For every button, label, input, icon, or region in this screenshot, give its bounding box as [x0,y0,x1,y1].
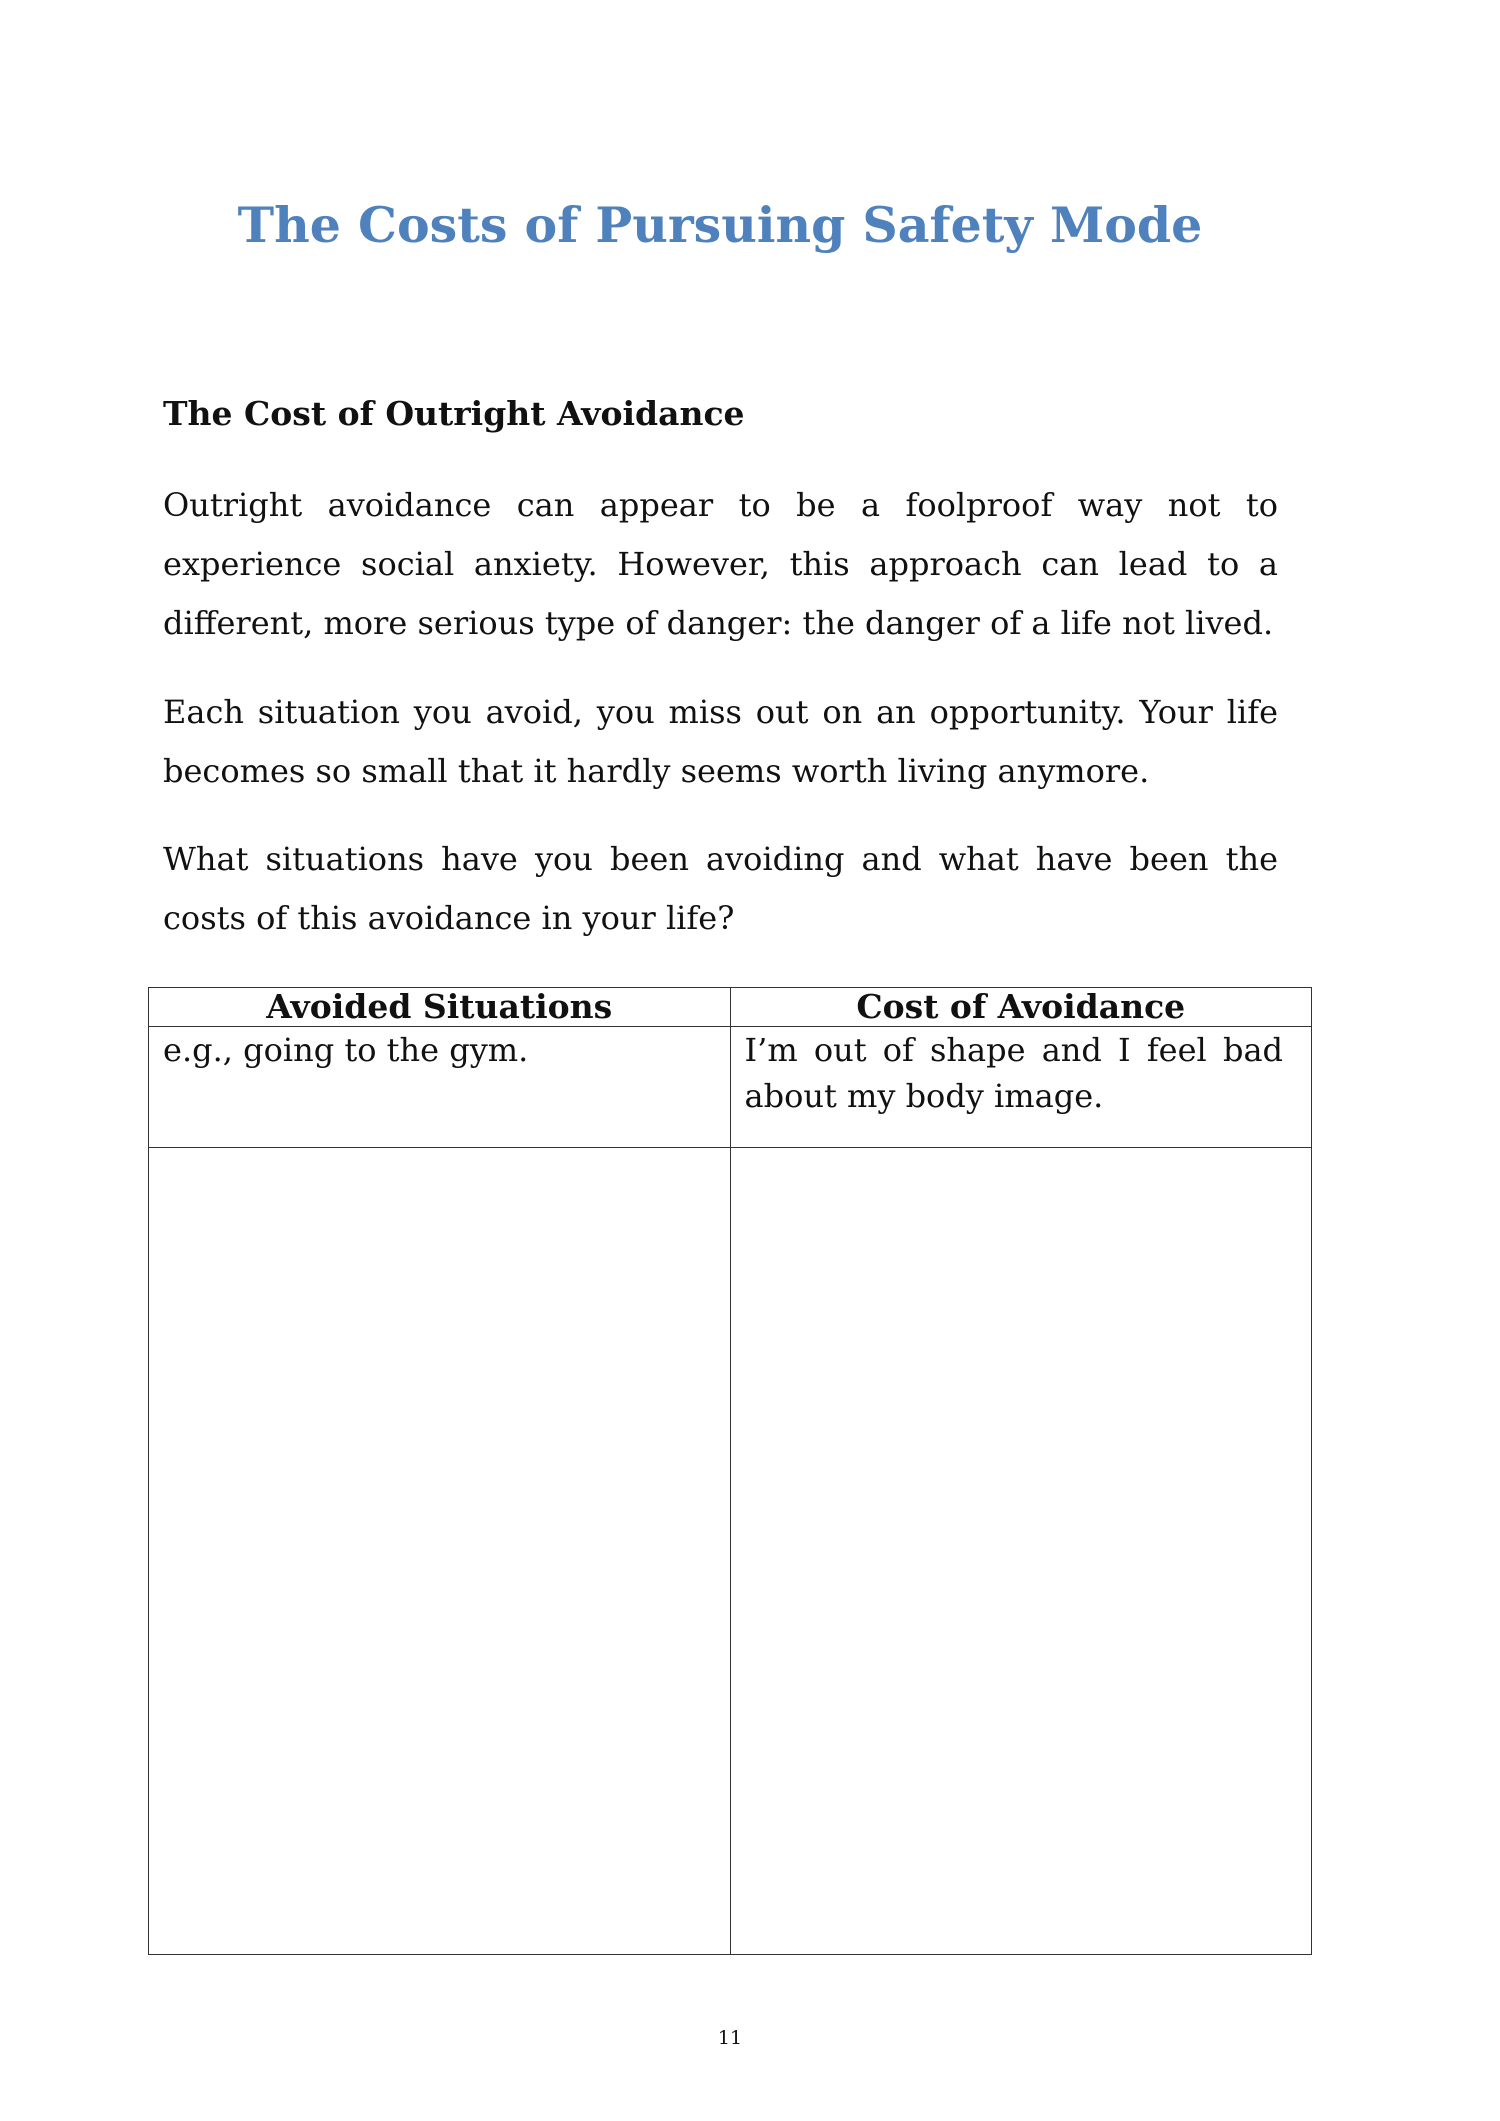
table-row-blank [149,1148,1312,1955]
avoidance-worksheet-table [148,987,1312,1955]
paragraph-intro: Outright avoidance can appear to be a foolproof way not to experience social anxiety. However, this approach can lead to a different, more serious type of danger: the danger of a life not lived. [163,486,1278,642]
header-cost-of-avoidance: Cost of Avoidance [730,988,1312,1027]
table-row-example [149,1027,1312,1148]
blank-cost-cell[interactable] [730,1148,1312,1955]
paragraph-opportunity: Each situation you avoid, you miss out on an opportunity. Your life becomes so small that it hardly seems worth living anymore. [163,693,1278,790]
example-cost-cell: I’m out of shape and I feel bad about my body image. [730,1027,1312,1148]
table-header-row [149,988,1312,1027]
page-title: The Costs of Pursuing Safety Mode [237,196,1203,254]
header-avoided-situations: Avoided Situations [149,988,731,1027]
page-number: 11 [717,2027,743,2049]
blank-situation-cell[interactable] [149,1148,731,1955]
paragraph-question: What situations have you been avoiding and what have been the costs of this avoidance in your life? [163,840,1278,937]
example-situation-cell: e.g., going to the gym. [149,1027,731,1148]
section-heading: The Cost of Outright Avoidance [163,394,745,433]
